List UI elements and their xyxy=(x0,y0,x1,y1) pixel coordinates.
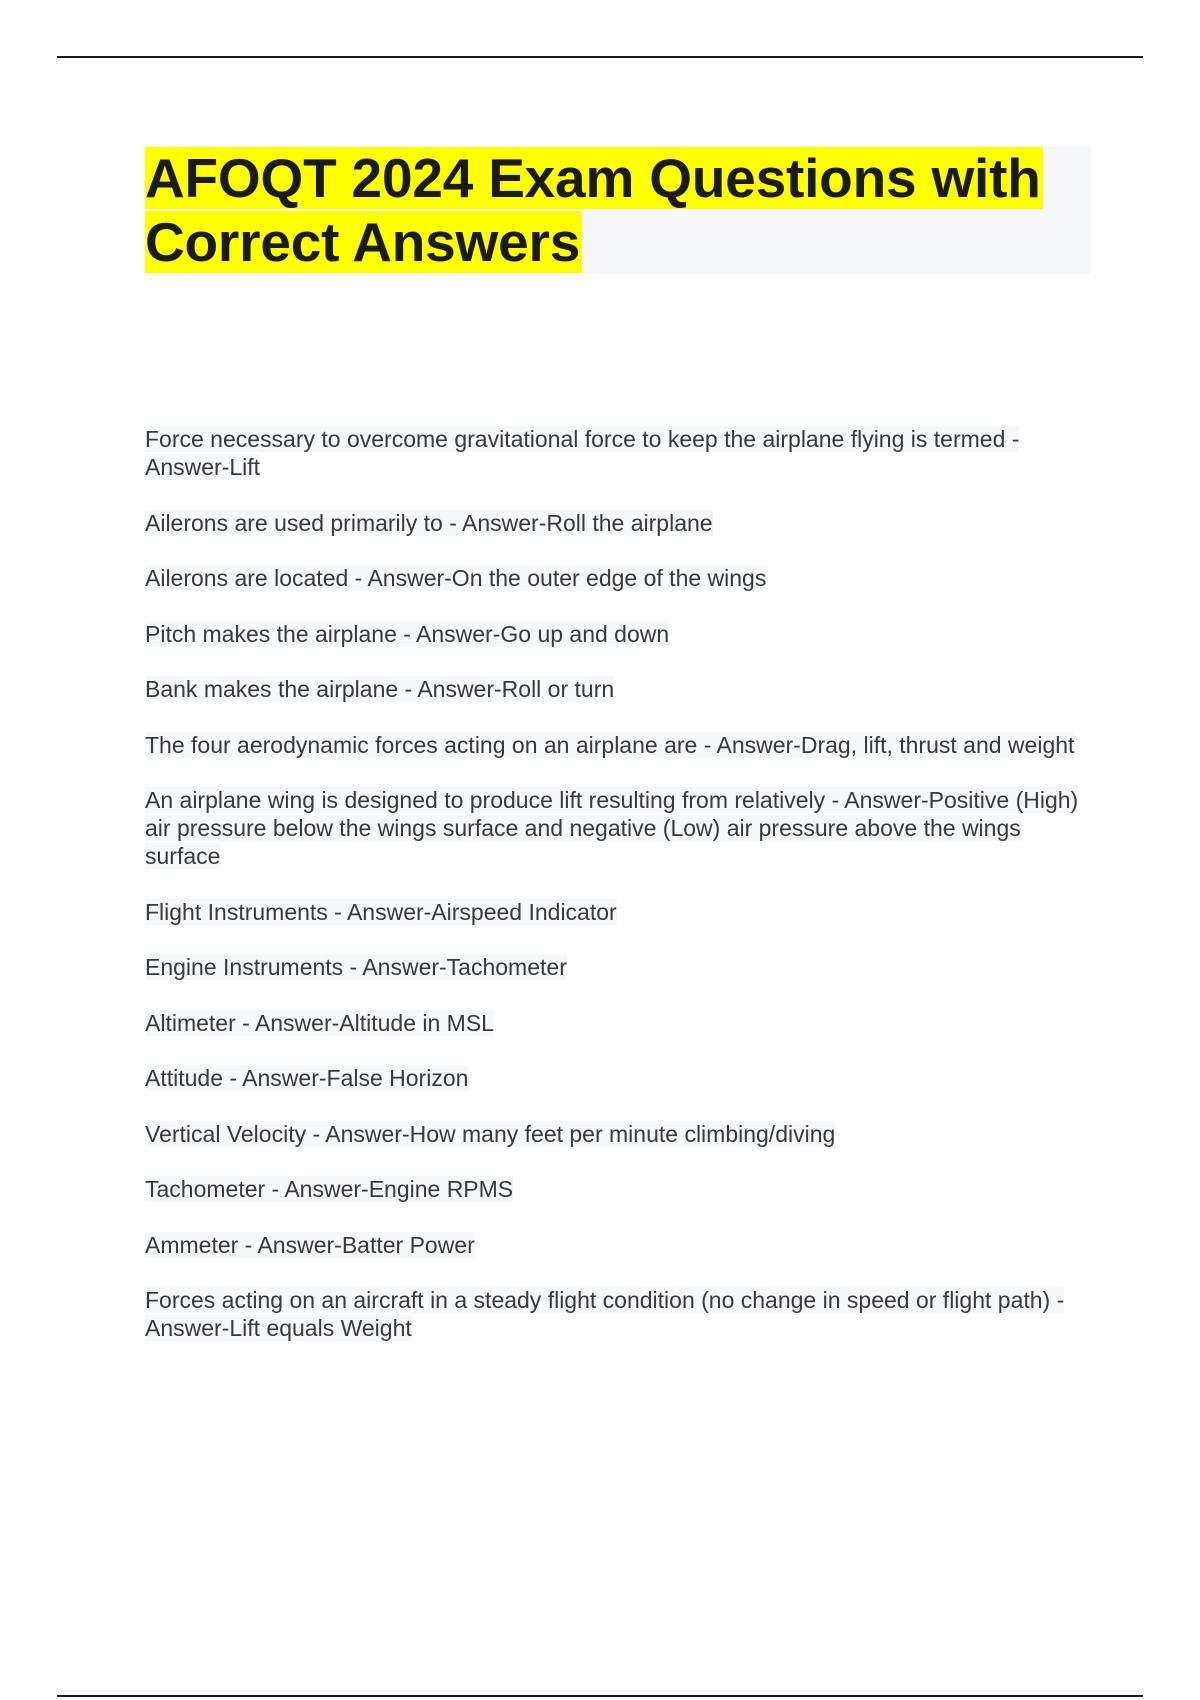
qa-text: Engine Instruments - Answer-Tachometer xyxy=(145,954,567,980)
qa-item xyxy=(145,425,1090,481)
qa-item xyxy=(145,1175,1090,1203)
qa-item xyxy=(145,675,1090,703)
qa-text: Ailerons are used primarily to - Answer-Roll the airplane xyxy=(145,509,713,536)
qa-text: Ammeter - Answer-Batter Power xyxy=(145,1231,475,1258)
qa-text: An airplane wing is designed to produce lift resulting from relatively - Answer-Positive (High) air pressure below the wings surface and negative (Low) air pressure above the wings surface xyxy=(145,787,1079,869)
qa-item xyxy=(145,620,1090,648)
qa-item xyxy=(145,509,1090,537)
qa-item xyxy=(145,1120,1090,1148)
qa-text: Ailerons are located - Answer-On the outer edge of the wings xyxy=(145,565,767,591)
qa-item xyxy=(145,1064,1090,1092)
document-title xyxy=(145,146,1090,274)
top-divider xyxy=(57,56,1143,58)
qa-item xyxy=(145,898,1090,926)
qa-item xyxy=(145,564,1090,592)
title-block xyxy=(145,146,1090,274)
qa-item xyxy=(145,1009,1090,1037)
qa-text: Force necessary to overcome gravitational force to keep the airplane flying is termed - Answer-Lift xyxy=(145,426,1020,480)
qa-item xyxy=(145,1231,1090,1259)
qa-item xyxy=(145,731,1090,759)
document-title-text: AFOQT 2024 Exam Questions with Correct Answers xyxy=(145,147,1041,273)
qa-text: Bank makes the airplane - Answer-Roll or turn xyxy=(145,676,615,702)
qa-text: Attitude - Answer-False Horizon xyxy=(145,1065,469,1091)
qa-item xyxy=(145,1286,1090,1342)
qa-item xyxy=(145,786,1090,870)
qa-text: Tachometer - Answer-Engine RPMS xyxy=(145,1176,514,1202)
qa-text: Flight Instruments - Answer-Airspeed Indicator xyxy=(145,898,617,925)
bottom-divider xyxy=(57,1695,1143,1697)
qa-text: Pitch makes the airplane - Answer-Go up and down xyxy=(145,620,670,647)
qa-text: Altimeter - Answer-Altitude in MSL xyxy=(145,1009,494,1036)
qa-text: The four aerodynamic forces acting on an airplane are - Answer-Drag, lift, thrust and weight xyxy=(145,731,1075,758)
qa-text: Vertical Velocity - Answer-How many feet per minute climbing/diving xyxy=(145,1120,836,1147)
qa-list xyxy=(145,425,1090,1370)
qa-text: Forces acting on an aircraft in a steady flight condition (no change in speed or flight path) - Answer-Lift equals Weight xyxy=(145,1287,1065,1341)
qa-item xyxy=(145,953,1090,981)
